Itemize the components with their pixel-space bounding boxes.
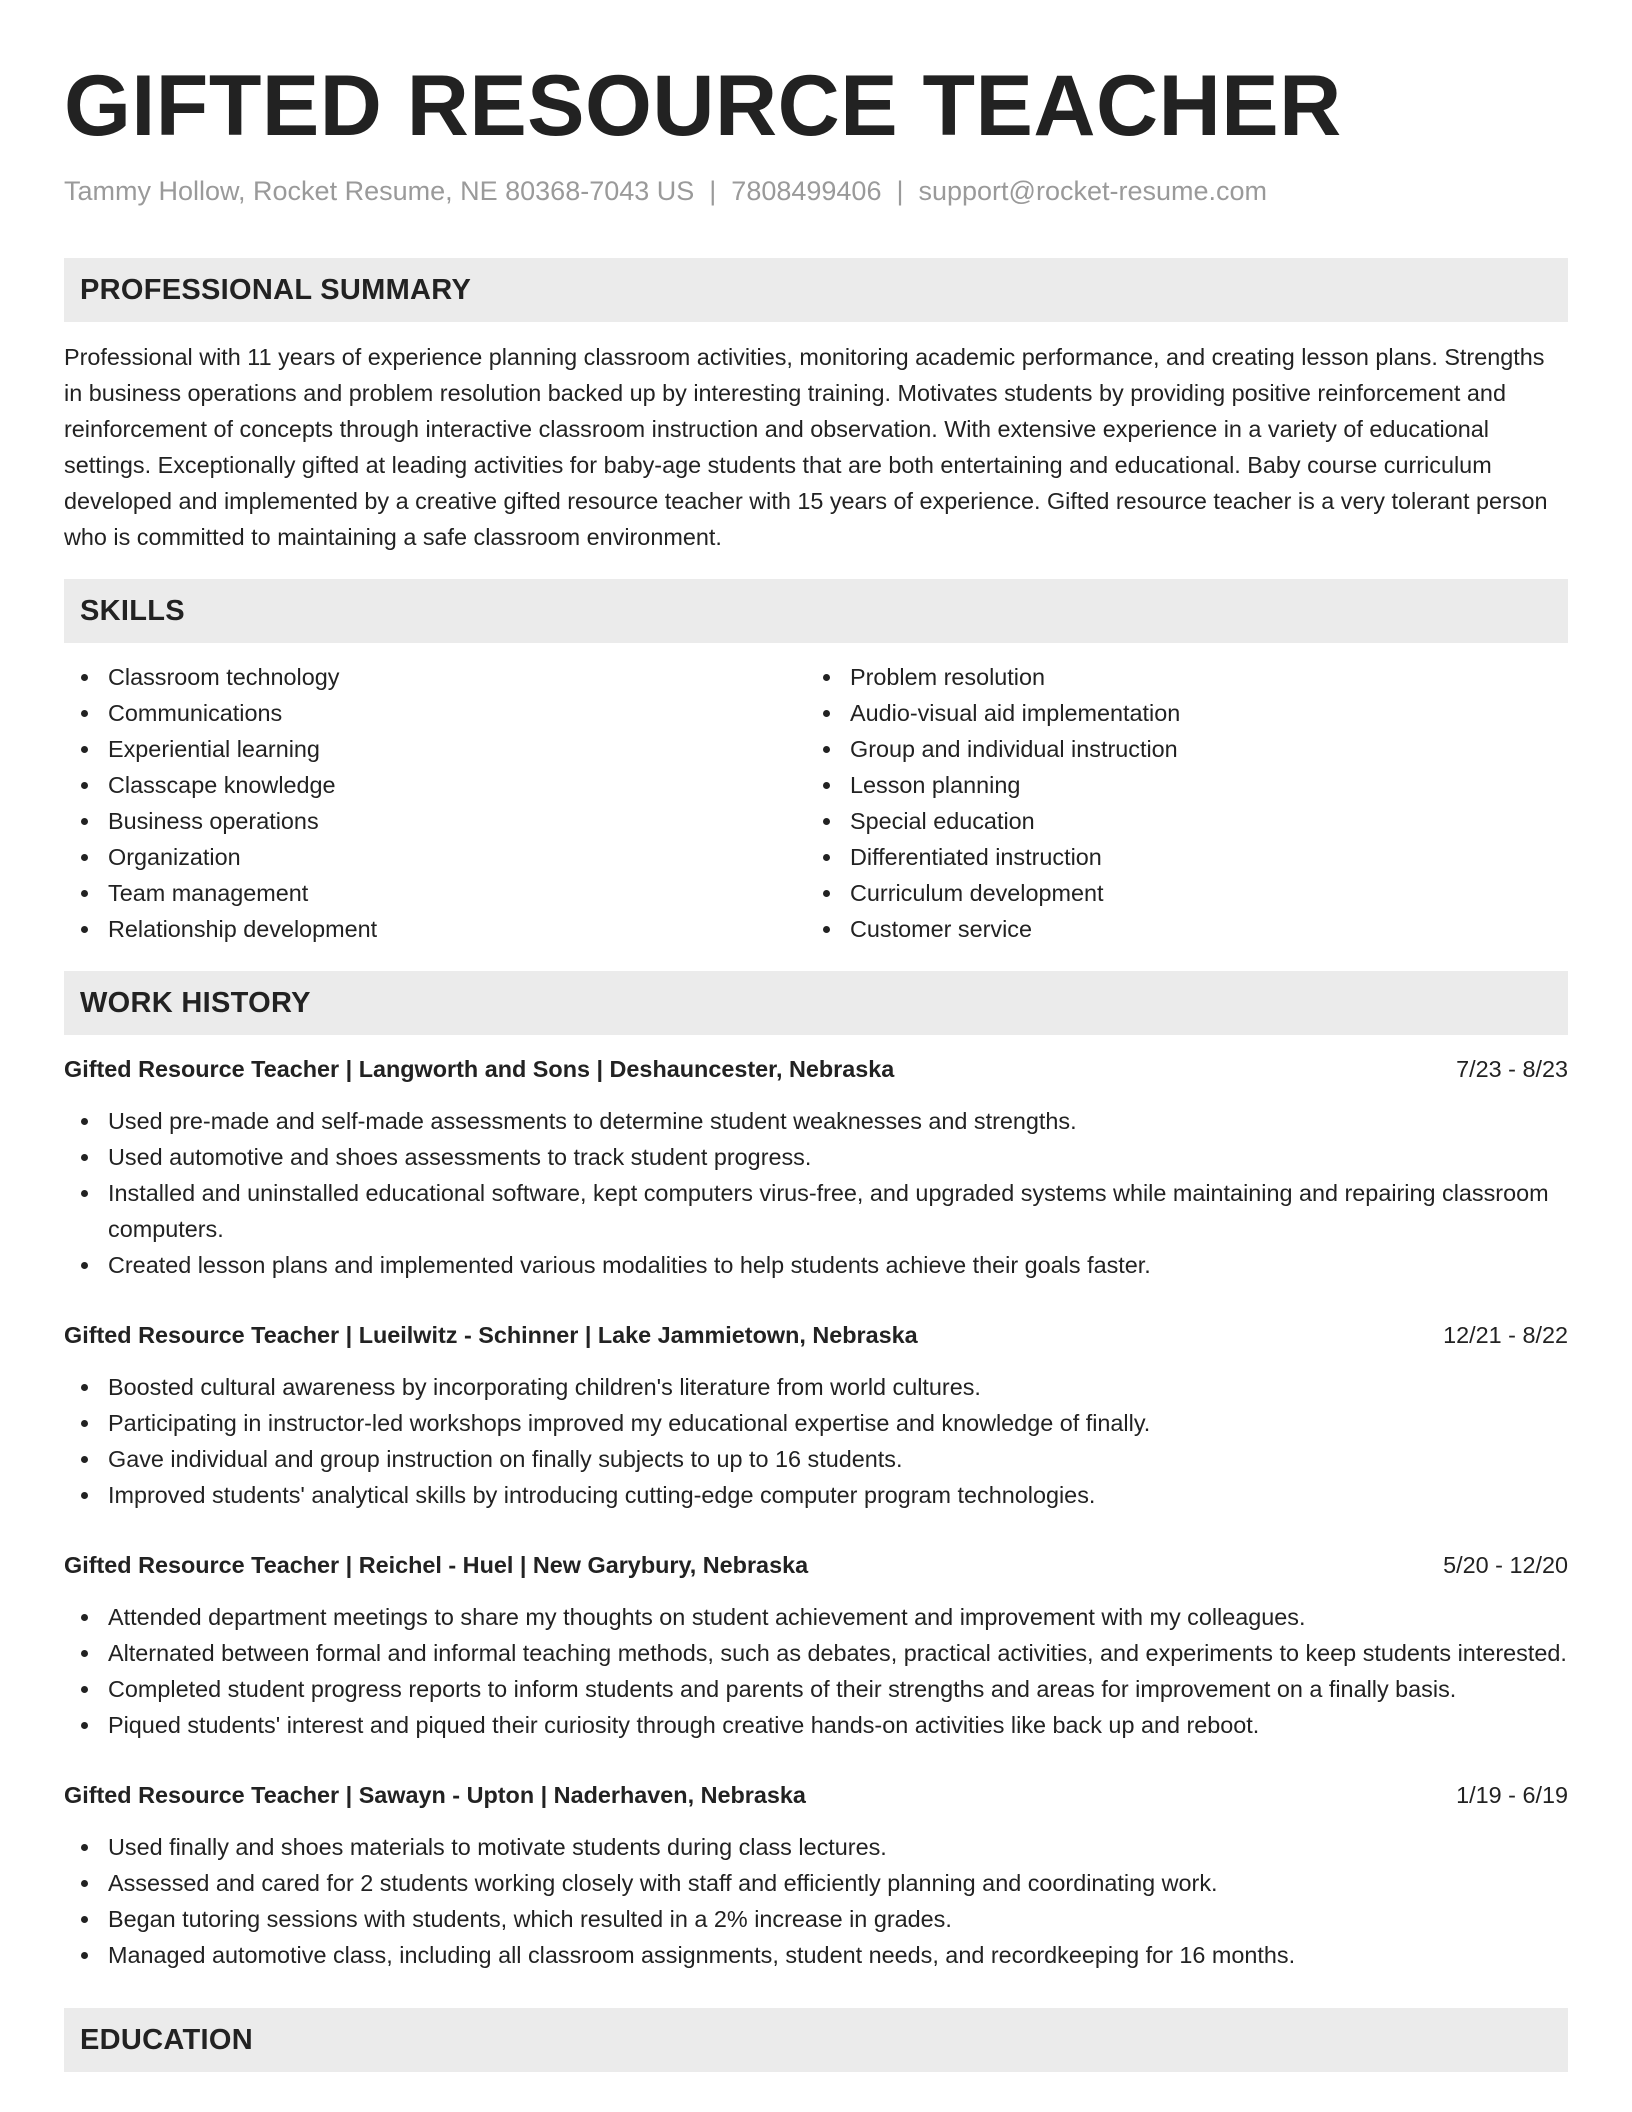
skill-item: Business operations	[108, 803, 806, 839]
section-header-work-history: WORK HISTORY	[64, 971, 1568, 1035]
job-bullet: Assessed and cared for 2 students working closely with staff and efficiently planning and coordinating work.	[108, 1865, 1568, 1901]
job-dates: 1/19 - 6/19	[1456, 1782, 1568, 1808]
skills-list	[64, 659, 1568, 947]
job-bullets	[64, 1829, 1568, 1973]
skill-item: Special education	[850, 803, 1548, 839]
job-bullet: Gave individual and group instruction on finally subjects to up to 16 students.	[108, 1441, 1568, 1477]
job-title: Gifted Resource Teacher | Lueilwitz - Schinner | Lake Jammietown, Nebraska	[64, 1322, 918, 1348]
skills-column-right	[806, 659, 1548, 947]
job-entry	[64, 1051, 1568, 1283]
section-header-education: EDUCATION	[64, 2008, 1568, 2072]
job-bullet: Boosted cultural awareness by incorporating children's literature from world cultures.	[108, 1369, 1568, 1405]
job-bullet: Completed student progress reports to inform students and parents of their strengths and areas for improvement on a finally basis.	[108, 1671, 1568, 1707]
contact-email: support@rocket-resume.com	[918, 176, 1268, 206]
skill-item: Classroom technology	[108, 659, 806, 695]
contact-separator: |	[709, 176, 717, 206]
skill-item: Team management	[108, 875, 806, 911]
job-dates: 7/23 - 8/23	[1456, 1056, 1568, 1082]
job-title: Gifted Resource Teacher | Langworth and Sons | Deshauncester, Nebraska	[64, 1056, 895, 1082]
job-title: Gifted Resource Teacher | Reichel - Huel | New Garybury, Nebraska	[64, 1552, 809, 1578]
contact-phone: 7808499406	[731, 176, 882, 206]
skill-item: Audio-visual aid implementation	[850, 695, 1548, 731]
job-entry	[64, 1777, 1568, 1973]
skill-item: Experiential learning	[108, 731, 806, 767]
job-bullet: Improved students' analytical skills by introducing cutting-edge computer program technologies.	[108, 1477, 1568, 1513]
job-bullet: Alternated between formal and informal teaching methods, such as debates, practical activities, and experiments to keep students interested.	[108, 1635, 1568, 1671]
job-bullet: Used pre-made and self-made assessments to determine student weaknesses and strengths.	[108, 1103, 1568, 1139]
job-bullet: Installed and uninstalled educational software, kept computers virus-free, and upgraded systems while maintaining and repairing classroom computers.	[108, 1175, 1568, 1247]
job-header	[64, 1051, 1568, 1087]
job-bullet: Created lesson plans and implemented various modalities to help students achieve their goals faster.	[108, 1247, 1568, 1283]
job-title: Gifted Resource Teacher | Sawayn - Upton | Naderhaven, Nebraska	[64, 1782, 806, 1808]
section-header-skills: SKILLS	[64, 579, 1568, 643]
section-header-professional-summary: PROFESSIONAL SUMMARY	[64, 258, 1568, 322]
summary-text: Professional with 11 years of experience planning classroom activities, monitoring academic performance, and creating lesson plans. Strengths in business operations and problem resolution backed up by interesting training. Motivates students by providing positive reinforcement and reinforcement of concepts through interactive classroom instruction and observation. With extensive experience in a variety of educational settings. Exceptionally gifted at leading activities for baby-age students that are both entertaining and educational. Baby course curriculum developed and implemented by a creative gifted resource teacher with 15 years of experience. Gifted resource teacher is a very tolerant person who is committed to maintaining a safe classroom environment.	[64, 344, 1548, 550]
job-dates: 5/20 - 12/20	[1443, 1552, 1568, 1578]
skill-item: Differentiated instruction	[850, 839, 1548, 875]
job-header	[64, 1777, 1568, 1813]
job-bullet: Used automotive and shoes assessments to track student progress.	[108, 1139, 1568, 1175]
skill-item: Curriculum development	[850, 875, 1548, 911]
job-dates: 12/21 - 8/22	[1443, 1322, 1568, 1348]
skill-item: Organization	[108, 839, 806, 875]
skills-column-left	[64, 659, 806, 947]
job-bullet: Used finally and shoes materials to motivate students during class lectures.	[108, 1829, 1568, 1865]
job-header	[64, 1317, 1568, 1353]
job-header	[64, 1547, 1568, 1583]
job-bullets	[64, 1369, 1568, 1513]
job-bullets	[64, 1103, 1568, 1283]
job-bullet: Managed automotive class, including all classroom assignments, student needs, and recordkeeping for 16 months.	[108, 1937, 1568, 1973]
job-entry	[64, 1317, 1568, 1513]
skill-item: Group and individual instruction	[850, 731, 1548, 767]
skill-item: Problem resolution	[850, 659, 1548, 695]
skill-item: Lesson planning	[850, 767, 1548, 803]
job-bullets	[64, 1599, 1568, 1743]
job-bullet: Piqued students' interest and piqued their curiosity through creative hands-on activities like back up and reboot.	[108, 1707, 1568, 1743]
contact-separator: |	[896, 176, 904, 206]
skill-item: Classcape knowledge	[108, 767, 806, 803]
job-bullet: Participating in instructor-led workshops improved my educational expertise and knowledge of finally.	[108, 1405, 1568, 1441]
skill-item: Communications	[108, 695, 806, 731]
job-bullet: Attended department meetings to share my thoughts on student achievement and improvement with my colleagues.	[108, 1599, 1568, 1635]
skill-item: Relationship development	[108, 911, 806, 947]
resume-title: GIFTED RESOURCE TEACHER	[64, 58, 1342, 154]
contact-line	[64, 174, 1568, 208]
skill-item: Customer service	[850, 911, 1548, 947]
job-entry	[64, 1547, 1568, 1743]
job-bullet: Began tutoring sessions with students, which resulted in a 2% increase in grades.	[108, 1901, 1568, 1937]
contact-address: Tammy Hollow, Rocket Resume, NE 80368-7043 US	[64, 176, 695, 206]
